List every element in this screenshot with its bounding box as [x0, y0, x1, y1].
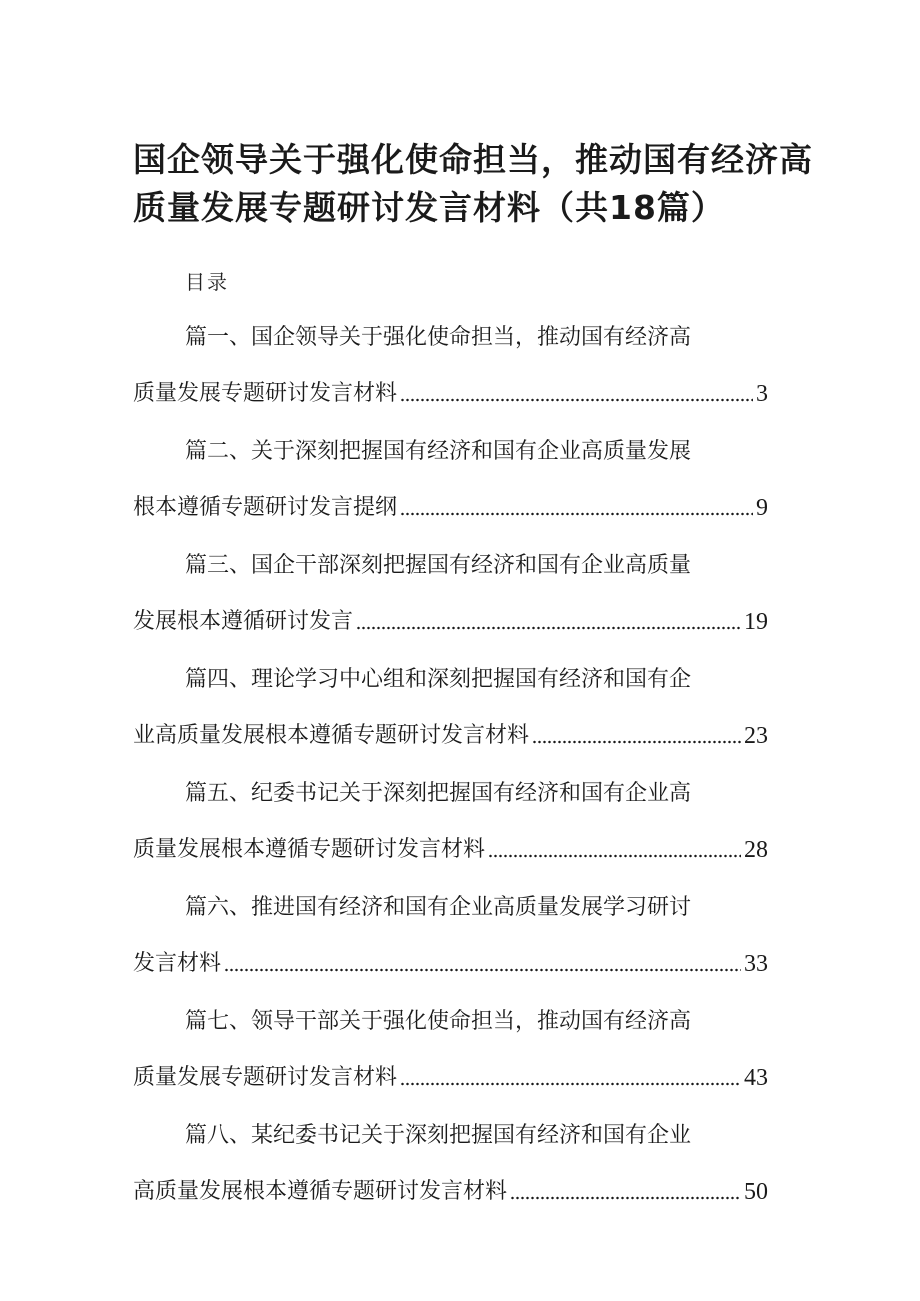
dot-leader [488, 853, 741, 859]
toc-page-number: 50 [744, 1179, 768, 1205]
toc-entry-title-tail: 质量发展根本遵循专题研讨发言材料 [133, 837, 486, 862]
toc-entry-3[interactable] [133, 546, 768, 660]
dot-leader [400, 511, 753, 517]
toc-entry-title: 篇二、关于深刻把握国有经济和国有企业高质量发展 [185, 439, 692, 464]
toc-entry-title: 篇一、国企领导关于强化使命担当，推动国有经济高 [185, 325, 692, 350]
toc-page-number: 23 [744, 723, 768, 749]
toc-page-number: 19 [744, 609, 768, 635]
toc-entry-5[interactable] [133, 774, 768, 888]
toc-entry-title: 篇八、某纪委书记关于深刻把握国有经济和国有企业 [185, 1123, 692, 1148]
toc-entry-title: 篇六、推进国有经济和国有企业高质量发展学习研讨 [185, 895, 692, 920]
toc-entry-continuation [133, 376, 768, 412]
dot-leader [400, 1081, 741, 1087]
toc-entry-title: 篇四、理论学习中心组和深刻把握国有经济和国有企 [185, 667, 692, 692]
toc-page-number: 43 [744, 1065, 768, 1091]
toc-page-number: 3 [756, 381, 768, 407]
toc-entry-6[interactable] [133, 888, 768, 1002]
toc-entry-continuation [133, 1060, 768, 1096]
toc-entry-8[interactable] [133, 1116, 768, 1230]
toc-entry-title-tail: 高质量发展根本遵循专题研讨发言材料 [133, 1179, 508, 1204]
toc-entry-continuation [133, 490, 768, 526]
toc-entry-2[interactable] [133, 432, 768, 546]
toc-entry-7[interactable] [133, 1002, 768, 1116]
dot-leader [224, 967, 741, 973]
toc-heading: 目录 [185, 270, 229, 294]
table-of-contents [133, 318, 768, 1230]
toc-page-number: 33 [744, 951, 768, 977]
toc-entry-title: 篇三、国企干部深刻把握国有经济和国有企业高质量 [185, 553, 692, 578]
toc-entry-title-tail: 质量发展专题研讨发言材料 [133, 381, 398, 406]
dot-leader [532, 739, 741, 745]
dot-leader [400, 397, 753, 403]
toc-entry-1[interactable] [133, 318, 768, 432]
toc-page-number: 28 [744, 837, 768, 863]
toc-entry-continuation [133, 604, 768, 640]
toc-entry-continuation [133, 718, 768, 754]
document-title: 国企领导关于强化使命担当，推动国有经济高质量发展专题研讨发言材料（共18篇） [133, 140, 813, 227]
toc-entry-title-tail: 发展根本遵循研讨发言 [133, 609, 354, 634]
toc-entry-continuation [133, 946, 768, 982]
dot-leader [510, 1195, 741, 1201]
toc-entry-continuation [133, 832, 768, 868]
toc-entry-title-tail: 发言材料 [133, 951, 222, 976]
toc-entry-title-tail: 根本遵循专题研讨发言提纲 [133, 495, 398, 520]
toc-entry-title: 篇五、纪委书记关于深刻把握国有经济和国有企业高 [185, 781, 692, 806]
dot-leader [356, 625, 741, 631]
toc-entry-title: 篇七、领导干部关于强化使命担当，推动国有经济高 [185, 1009, 692, 1034]
toc-entry-title-tail: 业高质量发展根本遵循专题研讨发言材料 [133, 723, 530, 748]
toc-page-number: 9 [756, 495, 768, 521]
toc-entry-4[interactable] [133, 660, 768, 774]
toc-entry-title-tail: 质量发展专题研讨发言材料 [133, 1065, 398, 1090]
toc-entry-continuation [133, 1174, 768, 1210]
